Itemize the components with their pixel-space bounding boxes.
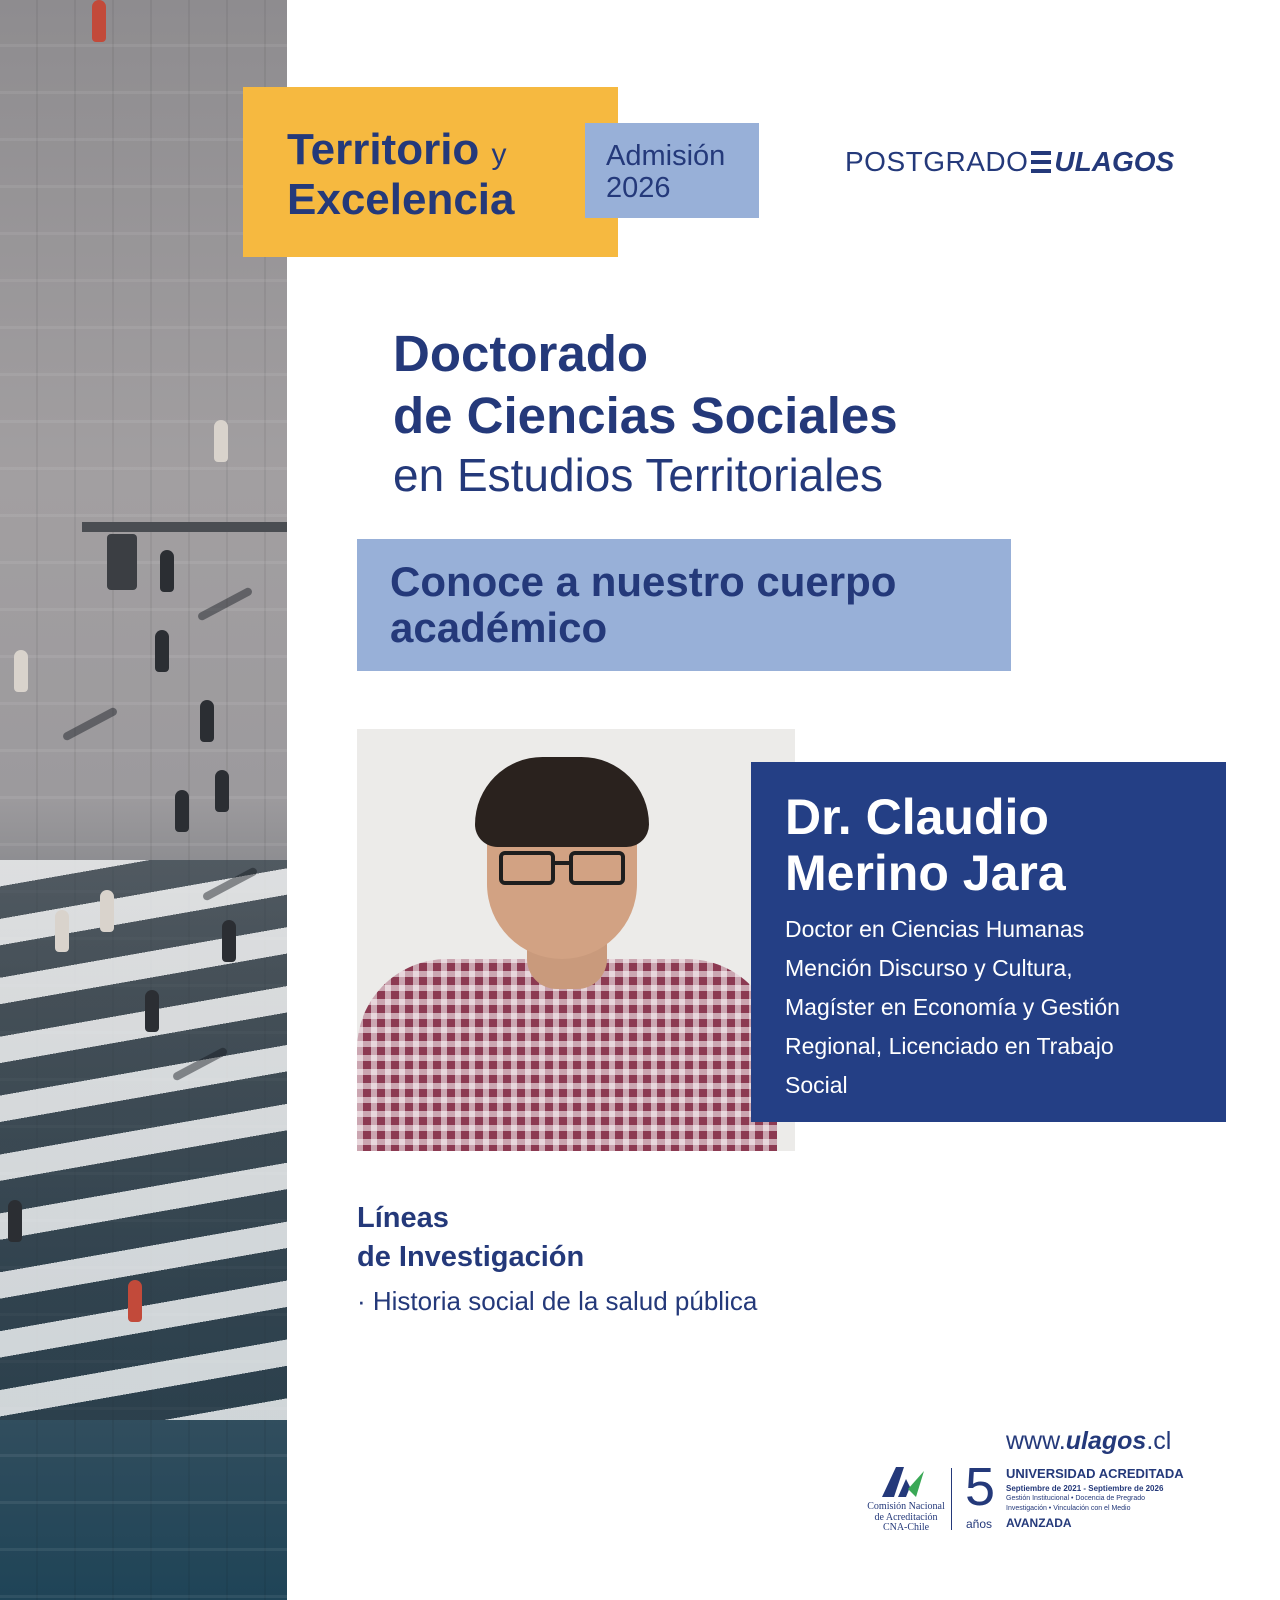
research-line-item: · Historia social de la salud pública [357, 1286, 758, 1316]
footer-divider [951, 1468, 952, 1530]
degree-line: Doctor en Ciencias Humanas [785, 916, 1085, 942]
conoce-line2: académico [390, 604, 608, 651]
lineas-heading-line2: de Investigación [357, 1241, 585, 1273]
brand-postgrado: POSTGRADO [845, 146, 1029, 177]
accreditation-years: 5 [965, 1457, 996, 1517]
accreditation-areas: Gestión Institucional • Docencia de Pregrado [1006, 1495, 1146, 1502]
pedestrian [214, 420, 228, 462]
pedestrian [200, 700, 214, 742]
postgrado-ulagos-logo [845, 146, 1174, 178]
admision-badge [585, 123, 759, 218]
academic-name-line1: Dr. Claudio [785, 789, 1049, 845]
accreditation-areas: Investigación • Vinculación con el Medio [1006, 1505, 1131, 1512]
conoce-line1: Conoce a nuestro cuerpo [390, 558, 897, 605]
academic-portrait [357, 729, 795, 1151]
pedestrian [128, 1280, 142, 1322]
web-prefix: www. [1006, 1427, 1066, 1455]
program-subtitle: en Estudios Territoriales [393, 449, 884, 501]
pedestrian [222, 920, 236, 962]
pedestrian [175, 790, 189, 832]
conoce-banner [357, 539, 1011, 671]
traffic-light [107, 534, 137, 590]
web-domain: ulagos [1065, 1427, 1147, 1455]
degree-line: Regional, Licenciado en Trabajo [785, 1033, 1114, 1059]
glasses-icon [569, 851, 625, 885]
glasses-bridge [551, 861, 569, 865]
program-title-line1: Doctorado [393, 325, 648, 382]
pedestrian-shadow [197, 586, 254, 621]
pedestrian [160, 550, 174, 592]
pedestrian [100, 890, 114, 932]
territorio-excelencia-badge [243, 87, 618, 257]
lineas-heading-line1: Líneas [357, 1202, 449, 1234]
admision-year: 2026 [606, 172, 671, 204]
admision-label: Admisión [606, 140, 726, 172]
ulagos-bars-icon [1031, 151, 1051, 173]
territorio-text: Territorio [287, 125, 480, 174]
excelencia-text: Excelencia [287, 175, 515, 224]
program-title-line2: de Ciencias Sociales [393, 387, 898, 444]
academic-name-card [751, 762, 1226, 1122]
accreditation-level: AVANZADA [1006, 1516, 1072, 1530]
pedestrian [14, 650, 28, 692]
pedestrian [92, 0, 106, 42]
pedestrian [55, 910, 69, 952]
y-text: y [491, 138, 507, 171]
academic-name-line2: Merino Jara [785, 845, 1066, 901]
traffic-signal-pole [82, 522, 287, 532]
pedestrian [215, 770, 229, 812]
cna-logo-icon [880, 1465, 926, 1499]
hair [475, 757, 649, 847]
pedestrian [8, 1200, 22, 1242]
degree-line: Social [785, 1072, 848, 1098]
website-link[interactable] [1006, 1427, 1171, 1456]
degree-line: Mención Discurso y Cultura, [785, 955, 1073, 981]
pedestrian [145, 990, 159, 1032]
brand-ulagos: ULAGOS [1054, 146, 1175, 177]
pedestrian-shadow [62, 706, 119, 741]
pedestrian [155, 630, 169, 672]
web-suffix: .cl [1146, 1427, 1172, 1455]
degree-line: Magíster en Economía y Gestión [785, 994, 1120, 1020]
crosswalk-stripes [0, 860, 287, 1420]
cna-caption: Comisión Nacional de Acreditación CNA-Chile [867, 1501, 945, 1533]
accreditation-title: UNIVERSIDAD ACREDITADA [1006, 1466, 1184, 1481]
accreditation-years-label: años [966, 1517, 993, 1531]
accreditation-period: Septiembre de 2021 - Septiembre de 2026 [1006, 1484, 1164, 1493]
glasses-icon [499, 851, 555, 885]
